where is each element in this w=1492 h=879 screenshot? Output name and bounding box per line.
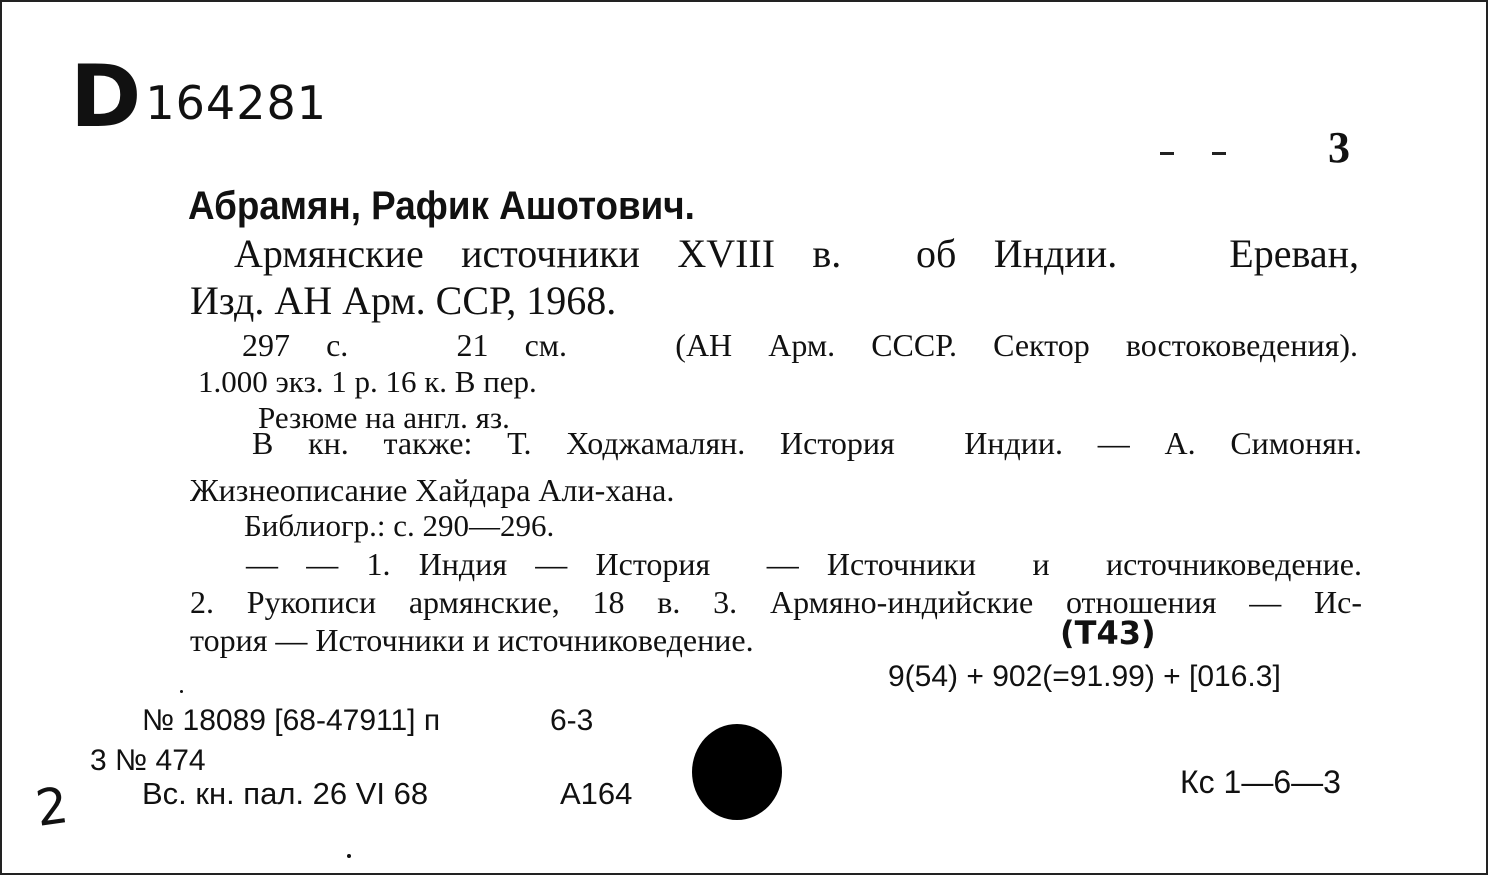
- margin-mark: 2: [32, 776, 72, 838]
- note-bibliography: Библиогр.: с. 290—296.: [244, 508, 555, 543]
- call-digits: 164281: [145, 76, 327, 130]
- title-line-1: Армянские источники XVIII в. об Индии. Ереван,: [234, 231, 1359, 276]
- classification-code: 9(54) + 902(=91.99) + [016.3]: [888, 660, 1281, 693]
- order-number: 3 № 474: [90, 744, 206, 777]
- speck-1: [347, 854, 351, 858]
- mark-dashes: [1160, 152, 1220, 158]
- call-letter: D: [70, 47, 142, 147]
- handwritten-mark: (Т43): [1060, 614, 1156, 652]
- chamber-date: Вс. кн. пал. 26 VI 68: [142, 776, 429, 811]
- author-heading: Абрамян, Рафик Ашотович.: [188, 184, 695, 228]
- physical-line-1: 297 с. 21 см. (АН Арм. СССР. Сектор востоковедения).: [242, 327, 1358, 363]
- subjects-line-1: — — 1. Индия — История — Источники и источниковедение.: [246, 546, 1362, 582]
- subjects-line-3: тория — Источники и источниковедение.: [190, 622, 754, 658]
- subjects-line-2: 2. Рукописи армянские, 18 в. 3. Армяно-индийские отношения — Ис-: [190, 584, 1362, 620]
- note-contents-line-2: Жизнеописание Хайдара Али-хана.: [190, 472, 675, 508]
- card-number: 3: [1328, 123, 1350, 172]
- call-number: [70, 47, 327, 147]
- punch-hole: [692, 724, 782, 820]
- title-line-2: Изд. АН Арм. ССР, 1968.: [190, 278, 617, 323]
- record-code: 6-3: [550, 704, 594, 737]
- ks-code: Кс 1—6—3: [1180, 764, 1341, 800]
- speck-2: [180, 690, 183, 693]
- print-code: А164: [560, 776, 633, 811]
- physical-line-2: 1.000 экз. 1 р. 16 к. В пер.: [198, 364, 537, 399]
- note-contents-line-1: В кн. также: Т. Ходжамалян. История Индии. — А. Симонян.: [252, 425, 1362, 461]
- note-resume: Резюме на англ. яз.: [258, 400, 510, 435]
- record-number: № 18089 [68-47911] п: [142, 704, 441, 737]
